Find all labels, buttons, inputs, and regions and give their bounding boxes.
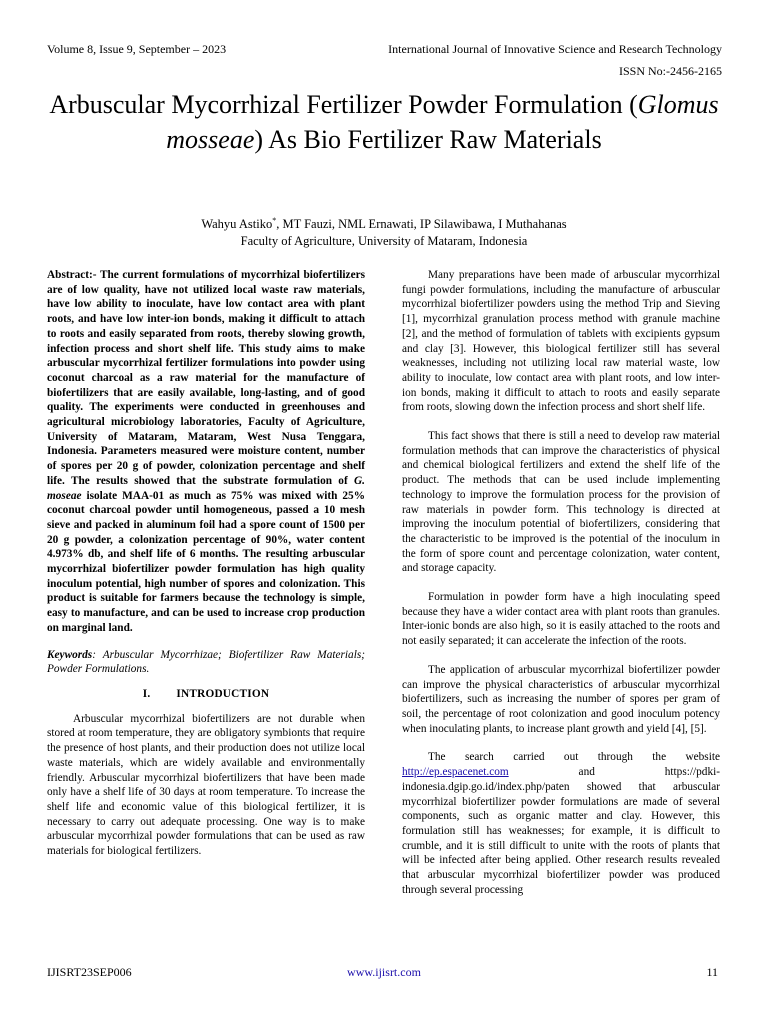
abstract-text-1: Abstract:- The current formulations of mycorrhizal biofertilizers are of low quality, have not utilized local waste raw materials, have low ability to inoculate, have low contact area with plant roots, and have low inter-ion bonds, making it difficult to attach to roots and easily separated from roots, thereby slowing growth, infection process and short shelf life. This study aims to make arbuscular mycorrhizal fertilizer formulations into powder using coconut charcoal as a raw material for the manufacture of biofertilizers that are easily available, long-lasting, and of good quality. The experiments were conducted in greenhouses and agricultural microbiology laboratories, Faculty of Agriculture, University of Mataram, Mataram, West Nusa Tenggara, Indonesia. Parameters measured were moisture content, number of spores per 20 g of powder, colonization percentage and shelf life. The results showed that the substrate formulation of: [47, 269, 365, 487]
espacenet-link[interactable]: http://ep.espacenet.com: [402, 766, 509, 779]
author-list: [0, 212, 768, 233]
body-paragraph-3: Formulation in powder form have a high inoculating speed because they have a wider contact area with plant roots than granules. Inter-ionic bonds are also high, so it is easily attached to the roots and not easily separated; it can accelerate the infection of the roots.: [402, 591, 720, 648]
intro-paragraph-1: Arbuscular mycorrhizal biofertilizers are not durable when stored at room temperature, they are obligatory symbionts that require the presence of host plants, and their production does not utilize local waste materials, which are widely available and environmentally friendly. Arbuscular mycorrhizal biofertilizers that have been made only have a shelf life of 30 days at room temperature. To increase the shelf life and economic value of this biological fertilizer, it is necessary to carry out adequate processing. One way is to make arbuscular mycorrhizal powder formulations that can be used as raw materials for biological fertilizers.: [47, 712, 365, 858]
title-species: Glomus mosseae: [166, 90, 719, 154]
issn: ISSN No:-2456-2165: [618, 64, 722, 78]
paper-title: [30, 87, 738, 157]
keywords-label: Keywords: [47, 648, 93, 661]
section-title: INTRODUCTION: [176, 687, 270, 700]
other-authors: , MT Fauzi, NML Ernawati, IP Silawibawa, I Muthahanas: [276, 217, 567, 232]
corresponding-mark: *: [272, 216, 277, 225]
affiliation: Faculty of Agriculture, University of Mataram, Indonesia: [240, 234, 528, 249]
footer-website-link[interactable]: www.ijisrt.com: [347, 965, 421, 979]
running-header-volume: Volume 8, Issue 9, September – 2023: [47, 42, 227, 56]
abstract-text-2: isolate MAA-01 as much as 75% was mixed with 25% coconut charcoal powder until homogeneous, passed a 10 mesh sieve and packed in aluminum foil had a spore count of 1500 per 20 g powder, a colonization percentage of 90%, water content 4.973% db, and shelf life of 6 months. The resulting arbuscular mycorrhizal biofertilizer powder formulation has high quality inoculum potential, high number of spores and colonization. This product is suitable for farmers because the technology is simple, easy to manufacture, and can be used to increase crop production on marginal land.: [47, 489, 365, 634]
abstract: [47, 268, 365, 636]
abstract-species: G. moseae: [47, 474, 365, 502]
title-part2: ) As Bio Fertilizer Raw Materials: [254, 125, 602, 154]
section-heading-introduction: [47, 687, 365, 702]
body-paragraph-1: Many preparations have been made of arbuscular mycorrhizal fungi powder formulations, including the manufacture of arbuscular mycorrhizal biofertilizer powders using the method Trip and Sieving [1], mycorrhizal granulation process method with granule machine [2], and the method of formulation of tablets with excipients gypsum and clay [3]. However, this biological fertilizer still has several weaknesses, including not utilizing local raw material waste, low ability to inoculate, low contact area with plant roots, and low inter-ion bonds, making it difficult to attach to roots and easily separate from roots, slowing down the infection process and short shelf life.: [402, 269, 720, 414]
body-paragraph-2: This fact shows that there is still a need to develop raw material formulation methods that can improve the characteristics of physical and chemical biological fertilizers and extend the shelf life of the product. The methods that can be used include implementing technology to improve the formulation process for the provision of raw materials in powder form. This technology is directed at improving the inoculum potential of biofertilizers, considering that the characteristic to be improved is the potential of the inoculum in the form of spore count and percentage colonization, water content, and storage capacity.: [402, 430, 720, 575]
authors-block: [0, 212, 768, 250]
running-header-journal: International Journal of Innovative Science and Research Technology: [388, 42, 722, 56]
page-number: 11: [706, 965, 718, 979]
body-paragraph-4: The application of arbuscular mycorrhizal biofertilizer powder can improve the physical characteristics of arbuscular mycorrhizal biofertilizers, such as increasing the number of spores per gram of soil, the percentage of root colonization and good inoculum potency when inoculating plants, to increase plant growth and yield [4], [5].: [402, 663, 720, 735]
body-paragraph-5: [402, 750, 720, 897]
first-author: Wahyu Astiko: [201, 217, 273, 232]
footer-code: IJISRT23SEP006: [47, 965, 132, 979]
right-column: [402, 268, 720, 911]
p5-start: The search carried out through the website: [428, 751, 720, 764]
section-number: I.: [142, 687, 151, 700]
left-column: [47, 268, 365, 873]
keywords-text: : Arbuscular Mycorrhizae; Biofertilizer Raw Materials; Powder Formulations.: [47, 648, 365, 676]
keywords: [47, 648, 365, 677]
title-part1: Arbuscular Mycorrhizal Fertilizer Powder Formulation (: [49, 90, 638, 119]
p5-rest: and https://pdki-indonesia.dgip.go.id/index.php/paten showed that arbuscular mycorrhizal biofertilizer powder formulations are made of several components, such as organic matter and clay. However, this formulation still has weaknesses; for example, it is difficult to crumble, and it is still difficult to unite with the roots of plants that will be infected after being applied. Other research results revealed that arbuscular mycorrhizal biofertilizer powder was produced through several processing: [402, 766, 720, 896]
